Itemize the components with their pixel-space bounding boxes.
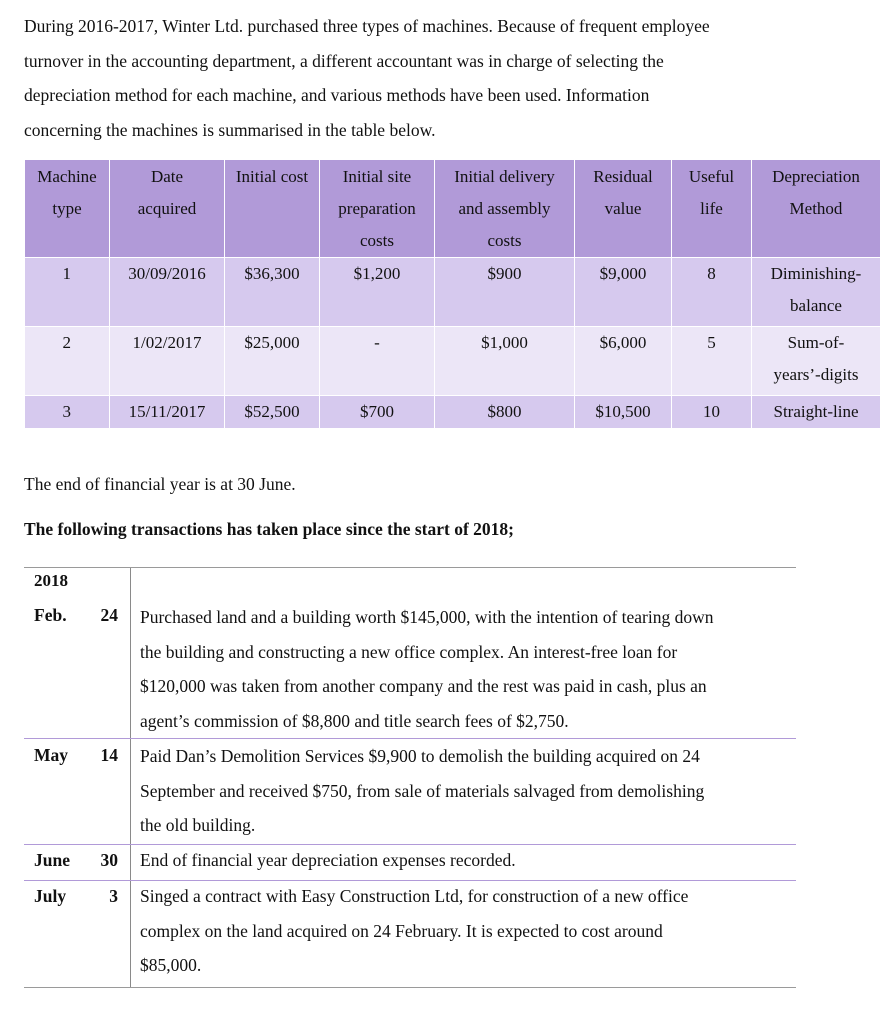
header-machine-type: Machine type [25, 160, 110, 258]
cell-type: 2 [25, 327, 110, 396]
description-line: the building and constructing a new office complex. An interest-free loan for [140, 641, 678, 662]
description-line: Paid Dan’s Demolition Services $9,900 to demolish the building acquired on 24 [140, 746, 700, 766]
header-date-acquired: Date acquired [110, 160, 225, 258]
intro-line: turnover in the accounting department, a different accountant was in charge of selecting the [24, 50, 664, 71]
cell-delivery: $1,000 [435, 327, 575, 396]
date-month: May [34, 745, 69, 765]
transaction-date [34, 605, 118, 626]
table-row [25, 396, 881, 429]
header-depreciation-method: Depreciation Method [752, 160, 881, 258]
description-line: $85,000. [140, 955, 202, 975]
header-useful-life: Useful life [672, 160, 752, 258]
cell-date: 30/09/2016 [110, 258, 225, 327]
intro-line: depreciation method for each machine, and various methods have been used. Information [24, 85, 650, 105]
transactions-heading: The following transactions has taken place since the start of 2018; [24, 519, 514, 539]
row-separator [24, 567, 796, 568]
cell-life: 8 [672, 258, 752, 327]
description-line: $120,000 was taken from another company and the rest was paid in cash, plus an [140, 676, 707, 696]
date-month: Feb. [34, 605, 67, 625]
cell-site: - [320, 327, 435, 396]
row-separator [24, 987, 796, 988]
transaction-date [34, 886, 118, 907]
transaction-description [140, 739, 787, 843]
cell-cost: $36,300 [225, 258, 320, 327]
cell-site: $1,200 [320, 258, 435, 327]
cell-life: 5 [672, 327, 752, 396]
description-line: complex on the land acquired on 24 February. It is expected to cost around [140, 920, 663, 941]
header-initial-cost: Initial cost [225, 160, 320, 258]
cell-method: Sum-of- years’-digits [752, 327, 881, 396]
cell-site: $700 [320, 396, 435, 429]
date-month: June [34, 850, 70, 870]
description-line: agent’s commission of $8,800 and title search fees of $2,750. [140, 710, 569, 731]
table-row [25, 327, 881, 396]
transactions-table [24, 567, 796, 988]
transaction-description [140, 879, 787, 983]
intro-line: concerning the machines is summarised in the table below. [24, 119, 436, 140]
date-day: 24 [100, 605, 118, 625]
cell-delivery: $800 [435, 396, 575, 429]
cell-method: Straight-line [752, 396, 881, 429]
transaction-description [140, 843, 787, 878]
description-line: September and received $750, from sale of materials salvaged from demolishing [140, 780, 705, 801]
description-line: Purchased land and a building worth $145,000, with the intention of tearing down [140, 607, 714, 627]
transaction-date [34, 850, 118, 871]
cell-cost: $25,000 [225, 327, 320, 396]
year-label: 2018 [34, 571, 68, 590]
cell-date: 15/11/2017 [110, 396, 225, 429]
description-line: Singed a contract with Easy Construction Ltd, for construction of a new office [140, 886, 689, 906]
table-header-row [25, 160, 881, 258]
cell-type: 3 [25, 396, 110, 429]
date-day: 30 [100, 850, 118, 870]
transaction-description [140, 600, 787, 738]
header-residual-value: Residual value [575, 160, 672, 258]
transaction-date [34, 745, 118, 766]
cell-type: 1 [25, 258, 110, 327]
machines-table [24, 159, 881, 429]
intro-line: During 2016-2017, Winter Ltd. purchased three types of machines. Because of frequent employee [24, 16, 710, 36]
date-day: 14 [100, 745, 118, 765]
date-day: 3 [109, 886, 118, 906]
cell-life: 10 [672, 396, 752, 429]
cell-residual: $10,500 [575, 396, 672, 429]
column-divider [130, 567, 131, 988]
description-line: End of financial year depreciation expenses recorded. [140, 850, 516, 870]
intro-paragraph [24, 9, 809, 147]
header-delivery-assembly: Initial delivery and assembly costs [435, 160, 575, 258]
cell-residual: $6,000 [575, 327, 672, 396]
cell-residual: $9,000 [575, 258, 672, 327]
description-line: the old building. [140, 815, 256, 835]
cell-delivery: $900 [435, 258, 575, 327]
table-row [25, 258, 881, 327]
date-month: July [34, 886, 67, 906]
cell-method: Diminishing- balance [752, 258, 881, 327]
header-site-preparation: Initial site preparation costs [320, 160, 435, 258]
cell-cost: $52,500 [225, 396, 320, 429]
cell-date: 1/02/2017 [110, 327, 225, 396]
financial-year-note: The end of financial year is at 30 June. [24, 474, 296, 494]
